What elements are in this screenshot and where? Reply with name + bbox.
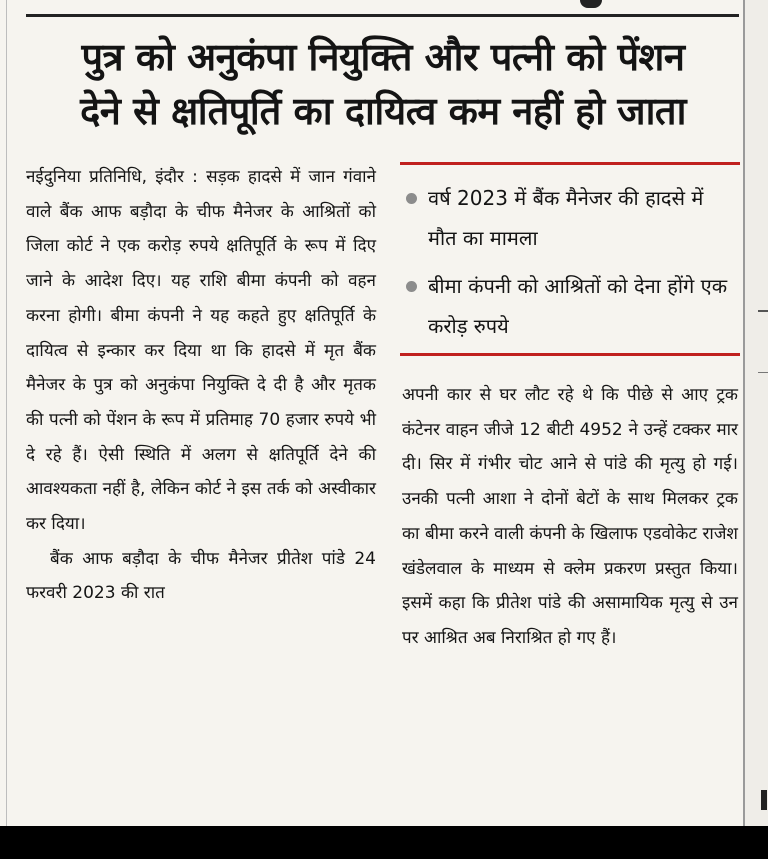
article-paragraph: नईदुनिया प्रतिनिधि, इंदौर : सड़क हादसे में जान गंवाने वाले बैंक आफ बड़ौदा के चीफ मैनेजर के आश्रितों को जिला कोर्ट ने एक करोड़ रुपये क्षतिपूर्ति के रूप में दिए जाने के आदेश दिए। यह राशि बीमा कंपनी को वहन करना होगी। बीमा कंपनी ने यह कहते हुए क्षतिपूर्ति के दायित्व से इन्कार कर दिया था कि हादसे में मृत बैंक मैनेजर के पुत्र को अनुकंपा नियुक्ति दे दी है और मृतक की पत्नी को पेंशन के रूप में प्रतिमाह 70 हजार रुपये भी दे रहे हैं। ऐसी स्थिति में अलग से क्षतिपूर्ति देने की आवश्यकता नहीं है, लेकिन कोर्ट ने इस तर्क को अस्वीकार कर दिया।: [26, 167, 376, 535]
left-column-rule: [6, 0, 7, 826]
adjacent-rule: [758, 372, 768, 373]
article-column-left: [26, 160, 376, 611]
headline-line-2: देने से क्षतिपूर्ति का दायित्व कम नहीं हो जाता: [80, 89, 686, 133]
highlights-box: [400, 160, 740, 362]
highlight-text: वर्ष 2023 में बैंक मैनेजर की हादसे में मौत का मामला: [428, 186, 704, 250]
adjacent-rule: [758, 310, 768, 312]
headline-line-1: पुत्र को अनुकंपा नियुक्ति और पत्नी को पेंशन: [81, 35, 685, 79]
top-rule: [26, 14, 739, 17]
top-ornament: [580, 0, 602, 8]
article-column-right: [402, 378, 738, 656]
article-paragraph: अपनी कार से घर लौट रहे थे कि पीछे से आए ट्रक कंटेनर वाहन जीजे 12 बीटी 4952 ने उन्हें टक्कर मार दी। सिर में गंभीर चोट आने से पांडे की मृत्यु हो गई। उनकी पत्नी आशा ने दोनों बेटों के साथ मिलकर ट्रक का बीमा करने वाली कंपनी के खिलाफ एडवोकेट राजेश खंडेलवाल के माध्यम से क्लेम प्रकरण प्रस्तुत किया। इसमें कहा कि प्रीतेश पांडे की असामायिक मृत्यु से उन पर आश्रित अब निराश्रित हो गए हैं।: [402, 385, 738, 648]
article-paragraph: बैंक आफ बड़ौदा के चीफ मैनेजर प्रीतेश पांडे 24 फरवरी 2023 की रात: [26, 548, 376, 604]
highlight-text: बीमा कंपनी को आश्रितों को देना होंगे एक करोड़ रुपये: [428, 274, 728, 338]
highlight-rule-bottom: [400, 353, 740, 356]
adjacent-column-edge: [745, 0, 768, 826]
highlight-item: [406, 178, 736, 258]
adjacent-mark: [761, 790, 767, 810]
highlight-item: [406, 266, 736, 346]
headline: [28, 30, 738, 138]
bullet-icon: [406, 281, 417, 292]
bullet-icon: [406, 193, 417, 204]
highlight-rule-top: [400, 162, 740, 165]
